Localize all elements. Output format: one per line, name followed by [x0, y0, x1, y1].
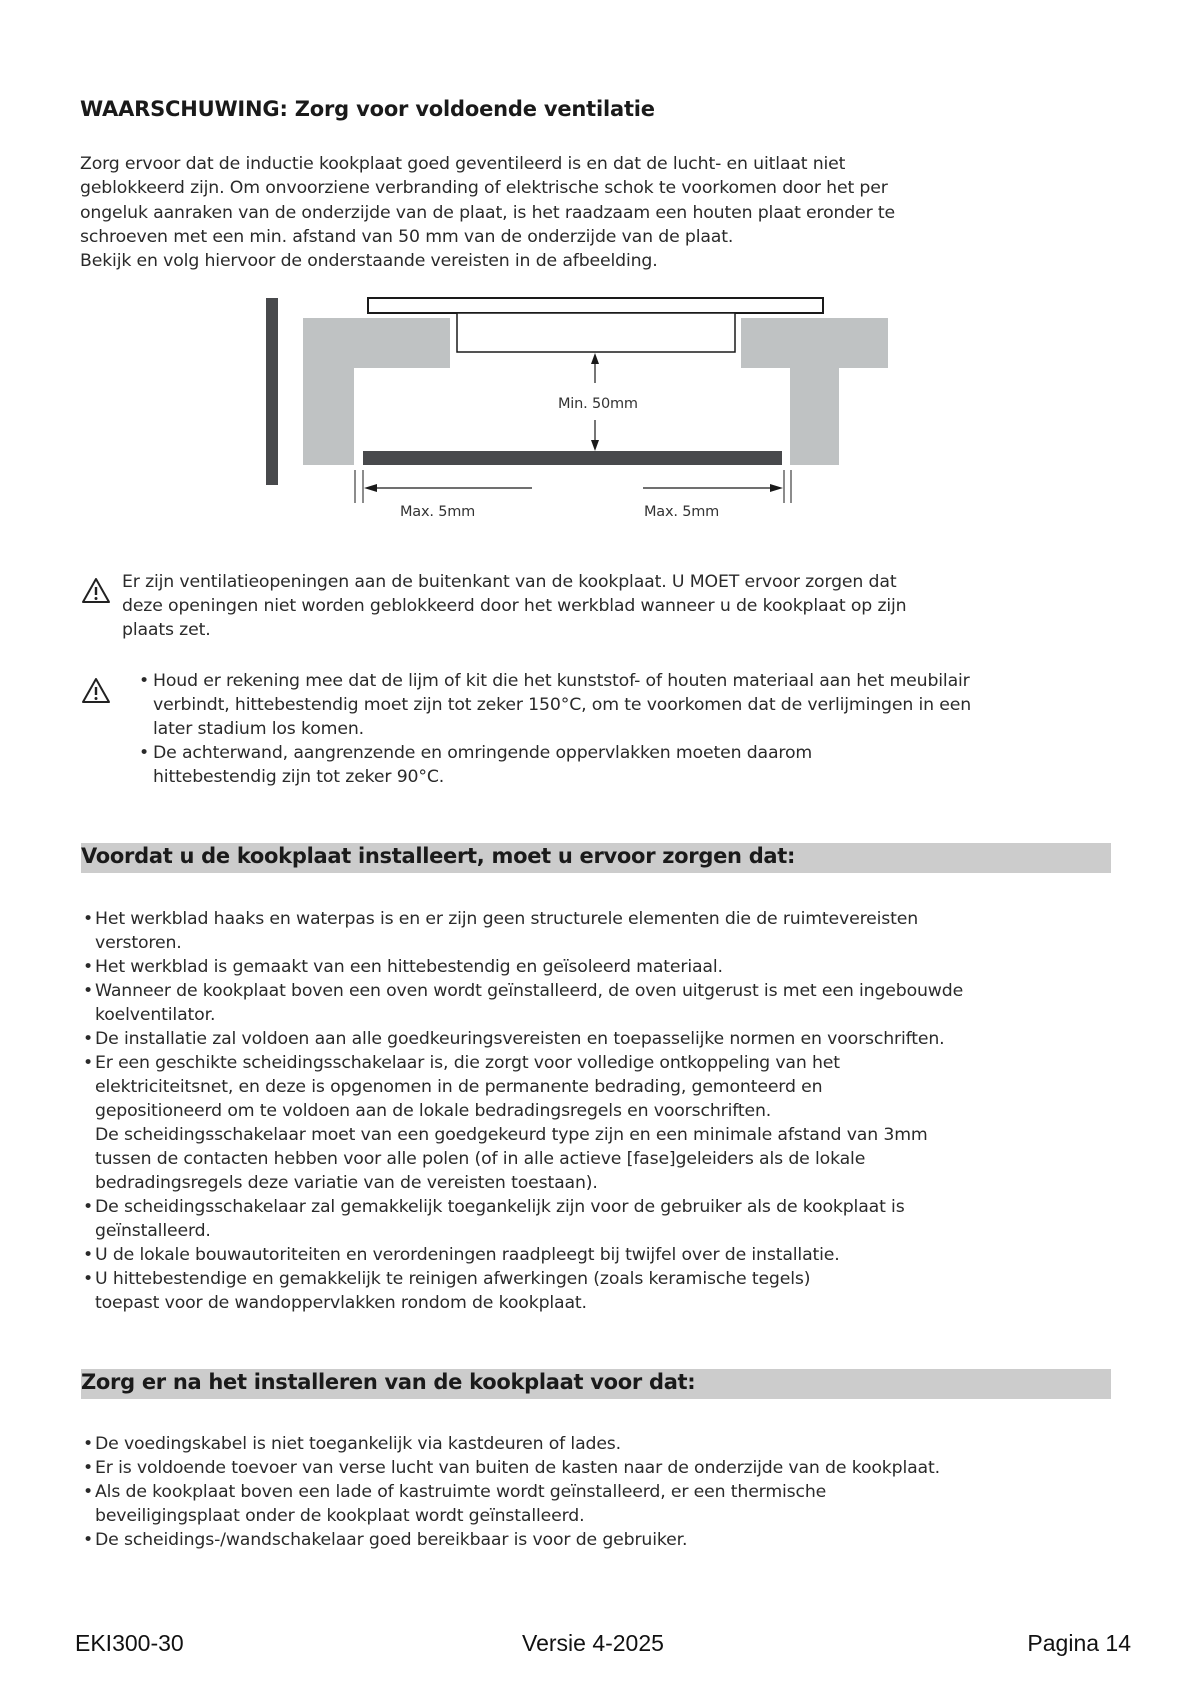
- bullet-icon: •: [83, 1482, 94, 1502]
- warning-paragraph: [80, 152, 1120, 273]
- wall-bar: [266, 298, 278, 485]
- bullet-icon: •: [83, 909, 94, 929]
- hob-body-outline: [457, 313, 735, 352]
- list-item: • De voedingskabel is niet toegankelijk via kastdeuren of lades.: [83, 1434, 622, 1454]
- list-item: • Er is voldoende toevoer van verse lucht van buiten de kasten naar de onderzijde van de kookplaat.: [83, 1458, 940, 1478]
- list-item: • De scheidingsschakelaar zal gemakkelijk toegankelijk zijn voor de gebruiker als de kookplaat is geïnstalleerd.: [83, 1197, 905, 1241]
- list-item: • Er een geschikte scheidingsschakelaar is, die zorgt voor volledige ontkoppeling van het elektriciteitsnet, en deze is opgenomen in de permanente bedrading, gemonteerd en gepositioneerd om te voldoen aan de lokale bedradingsregels en voorschriften. De scheidingsschakelaar moet van een goedgekeurd type zijn en een minimale afstand van 3mm tussen de contacten hebben voor alle polen (of in alle actieve [fase]geleiders als de lokale bedradingsregels deze variatie van de vereisten toestaan).: [83, 1053, 928, 1193]
- bullet-icon: •: [139, 743, 150, 763]
- list-item: • De installatie zal voldoen aan alle goedkeuringsvereisten en toepasselijke normen en voorschriften.: [83, 1029, 945, 1049]
- list-item: • Het werkblad haaks en waterpas is en er zijn geen structurele elementen die de ruimtevereisten verstoren.: [83, 909, 919, 953]
- list-item: • Als de kookplaat boven een lade of kastruimte wordt geïnstalleerd, er een thermische beveiligingsplaat onder de kookplaat wordt geïnstalleerd.: [83, 1482, 827, 1526]
- warning-triangle-icon: [81, 677, 111, 705]
- before-install-heading: Voordat u de kookplaat installeert, moet u ervoor zorgen dat:: [81, 844, 796, 868]
- bullet-icon: •: [83, 1530, 94, 1550]
- right-cabinet-shape: [741, 318, 888, 465]
- before-install-list: [83, 907, 1123, 1315]
- diagram-graphic: [0, 0, 1191, 560]
- bullet-icon: •: [83, 957, 94, 977]
- paragraph-line: geblokkeerd zijn. Om onvoorziene verbranding of elektrische schok te voorkomen door het per: [80, 178, 888, 199]
- arrow-left-icon: [364, 484, 377, 492]
- footer-version: Versie 4-2025: [522, 1630, 664, 1656]
- paragraph-line: Zorg ervoor dat de inductie kookplaat goed geventileerd is en dat de lucht- en uitlaat niet: [80, 154, 846, 174]
- bullet-icon: •: [83, 1458, 94, 1478]
- before-install-heading-bar: [81, 843, 1111, 873]
- bullet-icon: •: [139, 671, 150, 691]
- list-item: • U de lokale bouwautoriteiten en verordeningen raadpleegt bij twijfel over de installatie.: [83, 1245, 840, 1265]
- ventilation-notice: [122, 570, 1112, 642]
- notice-line: Er zijn ventilatieopeningen aan de buitenkant van de kookplaat. U MOET ervoor zorgen dat: [122, 572, 897, 592]
- bullet-icon: •: [83, 1245, 94, 1265]
- arrow-down-icon: [591, 440, 599, 451]
- bottom-plate: [363, 451, 782, 465]
- list-item: • U hittebestendige en gemakkelijk te reinigen afwerkingen (zoals keramische tegels) toepast voor de wandoppervlakken rondom de kookplaat.: [83, 1269, 811, 1313]
- notice-bullet: • Houd er rekening mee dat de lijm of kit die het kunststof- of houten materiaal aan het meubilair verbindt, hittebestendig moet zijn tot zeker 150°C, om te voorkomen dat de verlijmingen in een later stadium los komen.: [139, 671, 972, 739]
- footer-model: EKI300-30: [75, 1630, 184, 1656]
- footer-page-number: Pagina 14: [1027, 1630, 1131, 1656]
- notice-line: deze openingen niet worden geblokkeerd door het werkblad wanneer u de kookplaat op zijn: [122, 596, 907, 616]
- arrow-right-icon: [770, 484, 783, 492]
- bullet-icon: •: [83, 1269, 94, 1289]
- installation-diagram: [0, 0, 1191, 560]
- notice-bullet: • De achterwand, aangrenzende en omringende oppervlakken moeten daarom hittebestendig zijn tot zeker 90°C.: [139, 743, 813, 787]
- heat-resistance-notice: [139, 669, 1129, 789]
- warning-triangle-icon: [81, 577, 111, 605]
- list-item: • Het werkblad is gemaakt van een hittebestendig en geïsoleerd materiaal.: [83, 957, 723, 977]
- max-gap-right-label: Max. 5mm: [644, 504, 720, 520]
- after-install-heading-bar: [81, 1369, 1111, 1399]
- bullet-icon: •: [83, 1053, 94, 1073]
- paragraph-line: schroeven met een min. afstand van 50 mm van de onderzijde van de plaat.: [80, 226, 734, 247]
- after-install-heading: Zorg er na het installeren van de kookplaat voor dat:: [81, 1370, 696, 1394]
- arrow-up-icon: [591, 353, 599, 364]
- bullet-icon: •: [83, 1029, 94, 1049]
- after-install-list: [83, 1432, 1123, 1552]
- list-item: • Wanneer de kookplaat boven een oven wordt geïnstalleerd, de oven uitgerust is met een ingebouwde koelventilator.: [83, 981, 964, 1025]
- notice-line: plaats zet.: [122, 620, 211, 640]
- warning-title: WAARSCHUWING: Zorg voor voldoende ventilatie: [80, 97, 655, 121]
- bullet-icon: •: [83, 981, 94, 1001]
- max-gap-left-label: Max. 5mm: [400, 504, 476, 520]
- bullet-icon: •: [83, 1434, 94, 1454]
- paragraph-line: ongeluk aanraken van de onderzijde van de plaat, is het raadzaam een houten plaat eronder te: [80, 202, 896, 223]
- list-item: • De scheidings-/wandschakelaar goed bereikbaar is voor de gebruiker.: [83, 1530, 688, 1550]
- bullet-icon: •: [83, 1197, 94, 1217]
- paragraph-line: Bekijk en volg hiervoor de onderstaande vereisten in de afbeelding.: [80, 251, 658, 272]
- min-distance-label: Min. 50mm: [558, 396, 638, 412]
- left-cabinet-shape: [303, 318, 450, 465]
- hob-top-outline: [368, 298, 823, 313]
